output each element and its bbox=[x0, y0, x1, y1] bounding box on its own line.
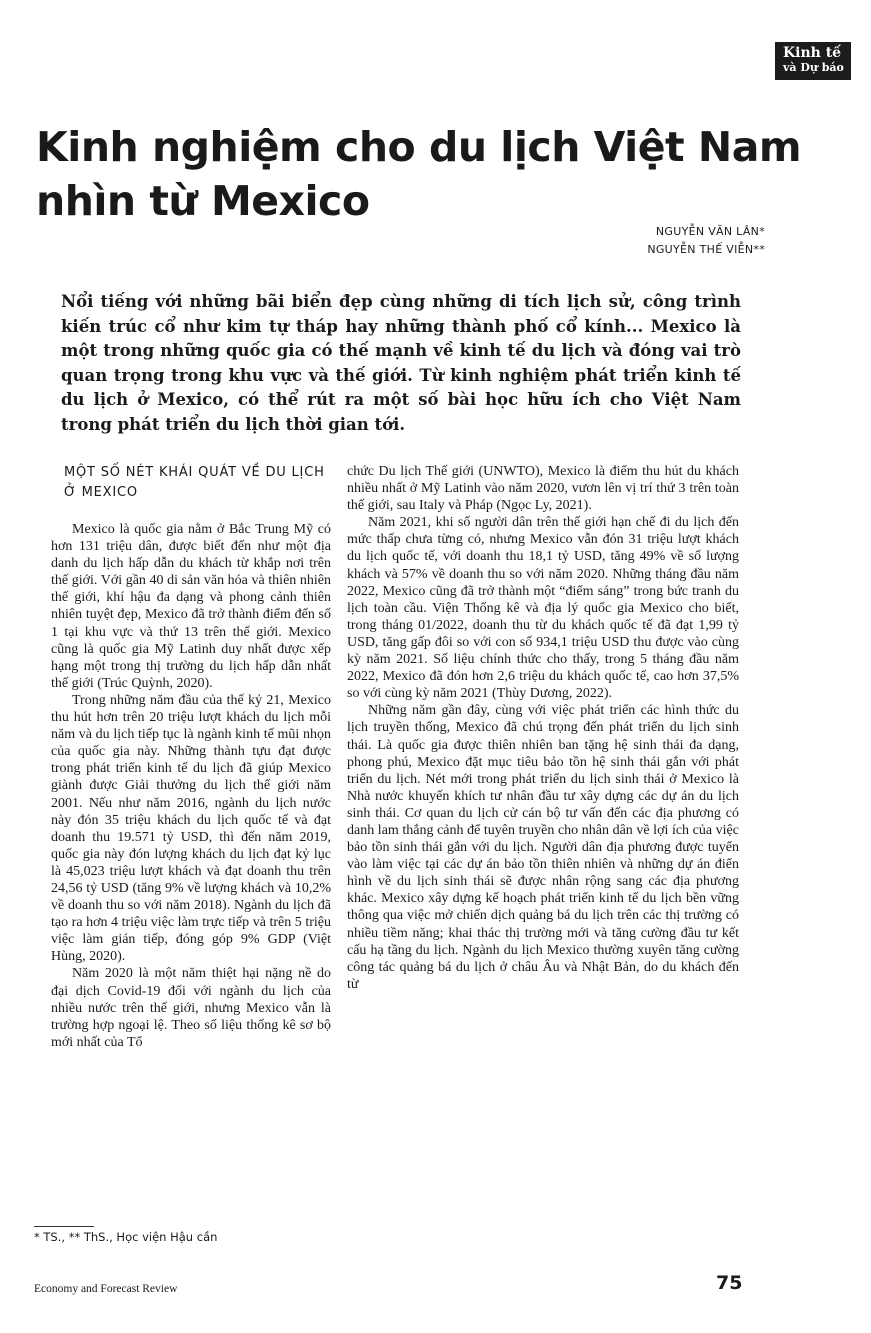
right-column bbox=[347, 463, 739, 993]
left-paragraph-1: Mexico là quốc gia nằm ở Bắc Trung Mỹ có hơn 131 triệu dân, được biết đến như một địa danh du lịch hấp dẫn du khách từ khắp nơi trên thế giới. Với gần 40 di sản văn hóa và thiên nhiên thế giới, khí hậu đa dạng và phong cảnh thiên nhiên tuyệt đẹp, Mexico đã trở thành điểm đến số 1 tại khu vực và thứ 13 trên thế giới. Mexico cũng là quốc gia Mỹ Latinh duy nhất được xếp hạng một trong thị trường du lịch hấp dẫn nhất thế giới (Trúc Quỳnh, 2020). bbox=[51, 522, 331, 691]
author-block bbox=[647, 223, 765, 259]
journal-name: Economy and Forecast Review bbox=[34, 1283, 178, 1295]
left-paragraph-2: Trong những năm đầu của thế kỷ 21, Mexico thu hút hơn trên 20 triệu lượt khách du lịch mỗi năm và du lịch tiếp tục là ngành kinh tế mũi nhọn của quốc gia này. Những thành tựu đạt được trong phát triển kinh tế du lịch đã giúp Mexico giành được Giải thưởng du lịch thế giới năm 2001. Nếu như năm 2016, ngành du lịch nước này đón 35 triệu khách du lịch quốc tế và đạt doanh thu 19.571 tỷ USD, thì đến năm 2019, quốc gia này đón lượng khách du lịch đạt kỷ lục là 45,023 triệu lượt khách và đạt doanh thu trên 24,56 tỷ USD (tăng 9% về lượng khách và 10,2% về doanh thu so với năm 2018). Ngành du lịch đã tạo ra hơn 4 triệu việc làm trực tiếp và trên 5 triệu việc làm gián tiếp, đóng góp 9% GDP (Việt Hùng, 2020). bbox=[51, 692, 331, 965]
right-paragraph-2: Năm 2021, khi số người dân trên thế giới hạn chế đi du lịch đến mức thấp chưa từng có, nhưng Mexico vẫn đón 31 triệu lượt khách du lịch quốc tế, với doanh thu 18,1 tỷ USD, tăng 49% về số lượng khách và 57% về doanh thu so với năm 2020. Những tháng đầu năm 2022, Mexico cũng đã trở thành một “điểm sáng” trong bức tranh du lịch toàn cầu. Viện Thống kê và địa lý quốc gia Mexico cho biết, trong tháng 01/2022, doanh thu từ du khách quốc tế đã đạt 1,99 tỷ USD, tăng gấp đôi so với con số 934,1 triệu USD thu được vào cùng kỳ năm 2021. Số liệu chính thức cho thấy, trong 5 tháng đầu năm 2022, Mexico đã đón hơn 2,6 triệu du khách quốc tế, cao hơn 37,5% so với cùng kỳ năm 2021 (Thùy Dương, 2022). bbox=[347, 515, 739, 702]
right-paragraph-1: chức Du lịch Thế giới (UNWTO), Mexico là điểm thu hút du khách nhiều nhất ở Mỹ Latinh vào năm 2020, vươn lên vị trí thứ 3 trên toàn thế giới, sau Italy và Pháp (Ngọc Ly, 2021). bbox=[347, 464, 739, 514]
badge-line-2: và Dự báo bbox=[783, 61, 844, 74]
badge-line-1: Kinh tế bbox=[783, 45, 842, 61]
journal-badge bbox=[775, 42, 851, 80]
left-paragraph-3: Năm 2020 là một năm thiệt hại nặng nề do đại dịch Covid-19 đối với ngành du lịch của nhiều nước trên thế giới, nhưng Mexico vẫn là trường hợp ngoại lệ. Theo số liệu thống kê sơ bộ mới nhất của Tổ bbox=[51, 966, 331, 1050]
right-paragraph-3: Những năm gần đây, cùng với việc phát triển các hình thức du lịch truyền thống, Mexico đã chú trọng đến phát triển du lịch sinh thái. Là quốc gia được thiên nhiên ban tặng hệ sinh thái đa dạng, phong phú, Mexico đặt mục tiêu bảo tồn hệ sinh thái gắn với phát triển du lịch. Nét mới trong phát triển du lịch sinh thái ở Mexico là Nhà nước khuyến khích tư nhân đầu tư xây dựng các dự án du lịch sinh thái. Cơ quan du lịch cử cán bộ tư vấn đến các địa phương có danh lam thắng cảnh để tuyên truyền cho nhân dân về lợi ích của việc bảo tồn sinh thái gắn với du lịch. Người dân địa phương được tuyển vào làm việc tại các dự án bảo tồn thiên nhiên và những dự án điển hình về du lịch sinh thái sẽ được nhân rộng sang các địa phương khác. Mexico xây dựng kế hoạch phát triển kinh tế du lịch bền vững thông qua việc mở chiến dịch quảng bá du lịch trên các thị trường có nhiều tiềm năng; khai thác thị trường mới và tăng cường đầu tư kết cấu hạ tầng du lịch. Ngành du lịch Mexico thường xuyên tăng cường công tác quảng bá du lịch ở châu Âu và Nhật Bản, do du khách đến từ bbox=[347, 703, 739, 992]
abstract: Nổi tiếng với những bãi biển đẹp cùng những di tích lịch sử, công trình kiến trúc cổ như kim tự tháp hay những thành phố cổ kính... Mexico là một trong những quốc gia có thế mạnh về kinh tế du lịch và đóng vai trò quan trọng trong khu vực và thế giới. Từ kinh nghiệm phát triển kinh tế du lịch ở Mexico, có thể rút ra một số bài học hữu ích cho Việt Nam trong phát triển du lịch thời gian tới. bbox=[61, 292, 741, 434]
footnote: * TS., ** ThS., Học viện Hậu cần bbox=[34, 1230, 218, 1244]
left-column bbox=[51, 463, 331, 1051]
footnote-rule bbox=[34, 1226, 94, 1227]
section-heading: MỘT SỐ NÉT KHÁI QUÁT VỀ DU LỊCH Ở MEXICO bbox=[64, 465, 325, 500]
article-title: Kinh nghiệm cho du lịch Việt Nam nhìn từ Mexico bbox=[36, 123, 802, 225]
author-2: NGUYỄN THẾ VIỄN** bbox=[647, 243, 765, 256]
page-number: 75 bbox=[716, 1272, 743, 1294]
author-1: NGUYỄN VĂN LÂN* bbox=[655, 225, 765, 238]
